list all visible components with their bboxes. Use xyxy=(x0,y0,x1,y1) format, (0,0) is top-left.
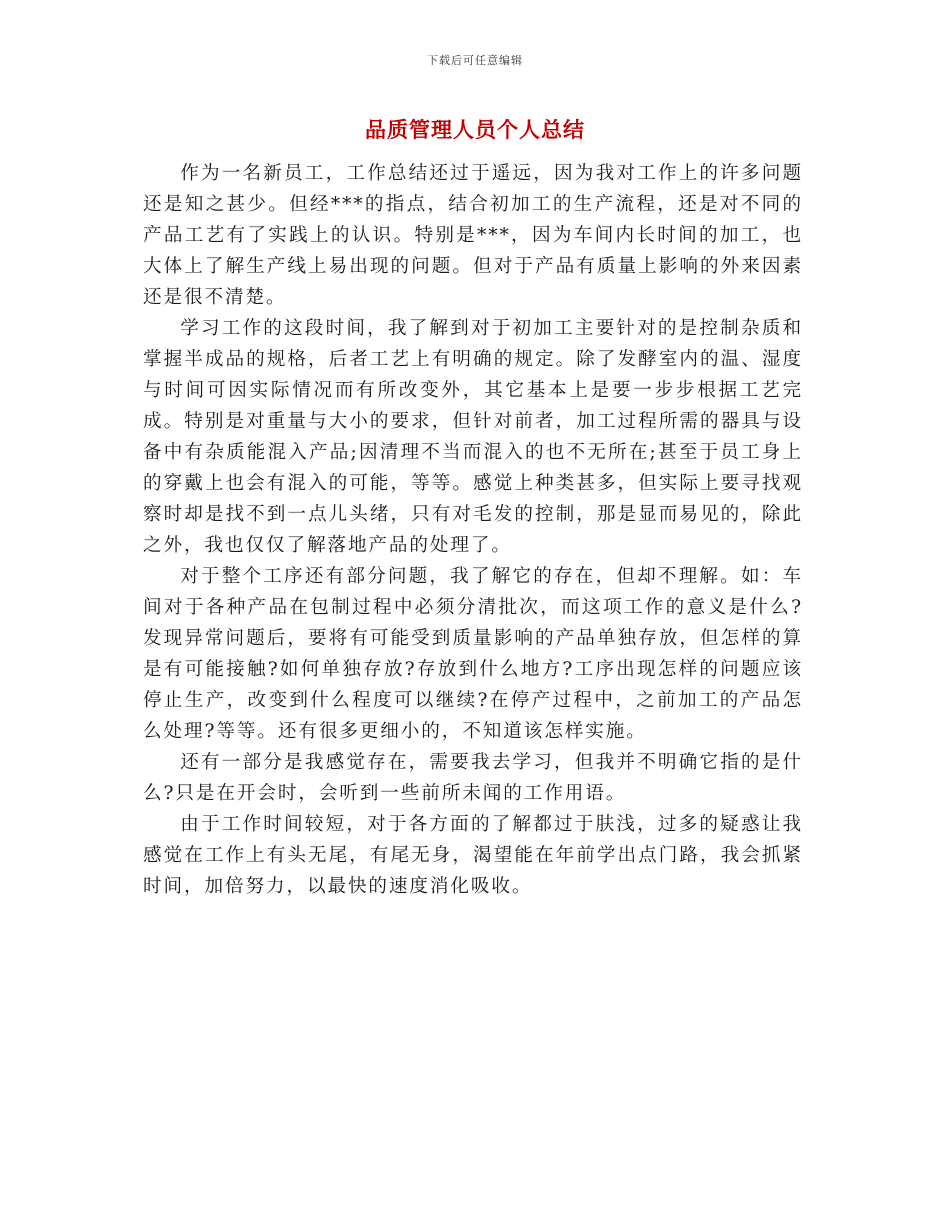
header-note: 下载后可任意编辑 xyxy=(427,54,523,67)
paragraph-3: 对于整个工序还有部分问题，我了解它的存在，但却不理解。如：车间对于各种产品在包制过程中必须分清批次，而这项工作的意义是什么?发现异常问题后，要将有可能受到质量影响的产品单独存放，但怎样的算是有可能接触?如何单独存放?存放到什么地方?工序出现怎样的问题应该停止生产，改变到什么程度可以继续?在停产过程中，之前加工的产品怎么处理?等等。还有很多更细小的，不知道该怎样实施。 xyxy=(143,566,803,742)
document-title: 品质管理人员个人总结 xyxy=(365,118,585,142)
paragraph-1: 作为一名新员工，工作总结还过于遥远，因为我对工作上的许多问题还是知之甚少。但经***的指点，结合初加工的生产流程，还是对不同的产品工艺有了实践上的认识。特别是***，因为车间内长时间的加工，也大体上了解生产线上易出现的问题。但对于产品有质量上影响的外来因素还是很不清楚。 xyxy=(143,163,803,308)
paragraph-5: 由于工作时间较短，对于各方面的了解都过于肤浅，过多的疑惑让我感觉在工作上有头无尾，有尾无身，渴望能在年前学出点门路，我会抓紧时间，加倍努力，以最快的速度消化吸收。 xyxy=(143,814,803,897)
paragraph-4: 还有一部分是我感觉存在，需要我去学习，但我并不明确它指的是什么?只是在开会时，会听到一些前所未闻的工作用语。 xyxy=(143,752,803,804)
document-body xyxy=(143,158,803,902)
paragraph-2: 学习工作的这段时间，我了解到对于初加工主要针对的是控制杂质和掌握半成品的规格，后者工艺上有明确的规定。除了发酵室内的温、湿度与时间可因实际情况而有所改变外，其它基本上是要一步步根据工艺完成。特别是对重量与大小的要求，但针对前者，加工过程所需的器具与设备中有杂质能混入产品;因清理不当而混入的也不无所在;甚至于员工身上的穿戴上也会有混入的可能，等等。感觉上种类甚多，但实际上要寻找观察时却是找不到一点儿头绪，只有对毛发的控制，那是显而易见的，除此之外，我也仅仅了解落地产品的处理了。 xyxy=(143,318,803,556)
